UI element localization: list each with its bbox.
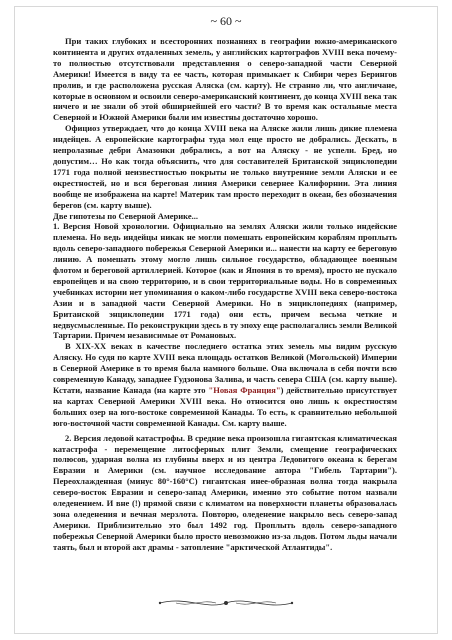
hypotheses-heading: Две гипотезы по Северной Америке... (53, 210, 198, 221)
paragraph-version-2: 2. Версия ледовой катастрофы. В средние века произошла гигантская климатическая катастрофа - перемещение литосферных плит Земли, смещение географических полюсов, ударная волна из глубины вверх и из центра Ледовитого океана к берегам Евразии и Америки (см. научное исследование автора "Гибель Тартарии"). Переохлажденная (минус 80°-160°С) гигантская инее-образная волна тогда накрыла северо-восток Евразии и северо-запад Америки, именно это событие потом назвали оледенением. И вне (!) прямой связи с климатом на поверхности планеты образовалась зона оледенения и вечная мерзлота. Повторю, оледенение накрыло весь северо-запад Америки. Приблизительно это был 1492 год. Проплыть вдоль северо-западного побережья Северной Америки было просто невозможно из-за льдов. Потом льды начали таять, был и второй акт драмы - затопление "арктической Атлантиды". (53, 432, 397, 552)
alaska-text-start: В XIX-XX веках в качестве последнего остатка этих земель мы видим русскую Аляску. Но судя по карте XVIII века площадь остатков Великой (Могольской) Империи в Северной Америке в то время была намного больше. Она включала в себя почти всю современную Канаду, западнее Гудзонова Залива, и часть севера США (см. карту выше). Кстати, название Канада (на карте это (53, 341, 397, 395)
new-france-highlight: "Новая Франция" (208, 385, 281, 395)
paragraph-version-1: 1. Версия Новой хронологии. Официально на землях Аляски жили только индейские племена. Но ведь индейцы никак не могли помешать европейским кораблям проплыть вдоль северо-западного побережья Северной Америки и... нанести на карту ее береговую линию. А помешать этому могло лишь сильное государство, обладающее военным флотом и береговой артиллерией. Которое (как и Япония в то время), просто не пускало европейцев и на свою территорию, и в свои территориальные воды. Но в современных учебниках истории нет упоминания о каком-либо государстве XVIII века северо-востока Азии и в западной части Северной Америки. Но в энциклопедиях (например, Британской энциклопедии 1771 года) они есть, причем весьма четкие и недвусмысленные. По реконструкции здесь в ту эпоху еще располагались земли Великой Тартарии. Причем независимые от Романовых. (53, 221, 397, 341)
paragraph-alaska (53, 341, 397, 428)
article-body (53, 36, 397, 553)
decorative-divider-icon (156, 592, 296, 614)
paragraph-2: Официоз утверждает, что до конца XVIII века на Аляске жили лишь дикие племена индейцев. А европейские картографы туда мол еще просто не добрались. Дескать, в непролазные дебри Амазонки добрались, а вот на Аляску - не успели. Бред, но допустим… Но как тогда объяснить, что для составителей Британской энциклопедии 1771 года полной неизвестностью покрыты не только внутренние земли Аляски и ее окрестностей, но и вся береговая линия Америки севернее Калифорнии. Эта линия вообще не изображена на карте! Материк там просто переходит в океан, без обозначения берегов (см. карту выше). (53, 123, 397, 210)
alaska-text-end: ) действительно присутствует на картах Северной Америки XVIII века. Но относится оно лишь к окрестностям больших озер на юго-востоке современной Канады. То есть, к сравнительно небольшой юго-восточной части современной Канады. См. карту выше. (53, 385, 397, 428)
paragraph-1: При таких глубоких и всесторонних познаниях в географии южно-американского континента и других отдаленных земель, у английских картографов XVIII века почему-то полностью отсутствовали представления о северо-западной части Северной Америки! Имеется в виду та ее часть, которая примыкает к Сибири через Берингов пролив, и где расположена русская Аляска (см. карту). Не странно ли, что англичане, которые в основном и освоили северо-американский континент, до конца XVIII века так ничего и не знали об этой обширнейшей его части? В то время как остальные места Северной и Южной Америки были им известны достаточно хорошо. (53, 36, 397, 123)
page-number: ~ 60 ~ (210, 14, 242, 28)
